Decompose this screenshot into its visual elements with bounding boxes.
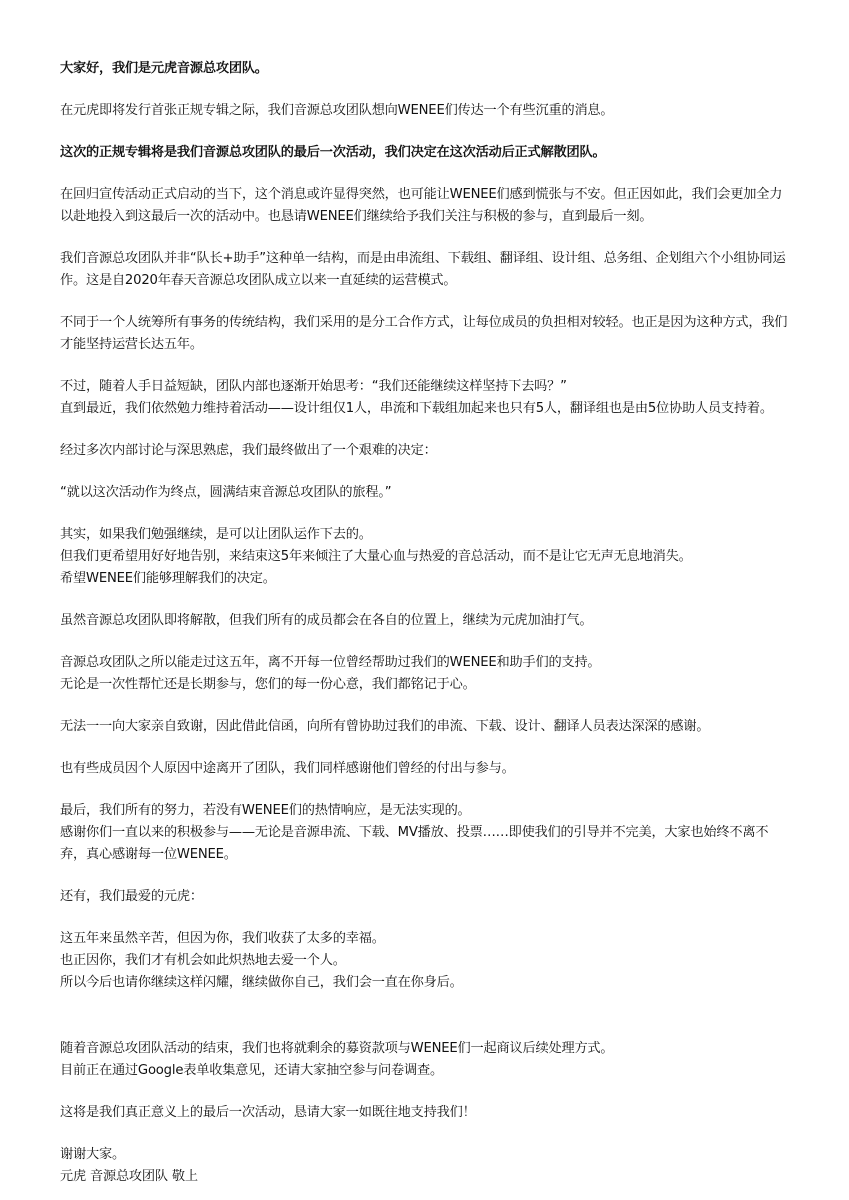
paragraph-disband-notice: 这次的正规专辑将是我们音源总攻团队的最后一次活动，我们决定在这次活动后正式解散团队。	[60, 145, 606, 160]
paragraph-thanks-former-members: 也有些成员因个人原因中途离开了团队，我们同样感谢他们曾经的付出与参与。	[60, 761, 515, 776]
paragraph-thanks-helpers	[60, 652, 789, 696]
farewell-reason-line-3: 希望WENEE们能够理解我们的决定。	[60, 571, 276, 586]
thanks-helpers-line-1: 音源总攻团队之所以能走过这五年，离不开每一位曾经帮助过我们的WENEE和助手们的支持。	[60, 655, 601, 670]
paragraph-decision-quote: “就以这次活动作为终点，圆满结束音源总攻团队的旅程。”	[60, 485, 392, 500]
staff-shortage-line-2: 直到最近，我们依然勉力维持着活动——设计组仅1人，串流和下载组加起来也只有5人，翻译组也是由5位协助人员支持着。	[60, 401, 773, 416]
paragraph-staff-shortage	[60, 376, 789, 420]
paragraph-final-request: 这将是我们真正意义上的最后一次活动，恳请大家一如既往地支持我们！	[60, 1105, 476, 1120]
paragraph-to-artist-intro: 还有，我们最爱的元虎：	[60, 889, 203, 904]
paragraph-thanks-wenee	[60, 800, 789, 866]
to-artist-line-2: 也正因你，我们才有机会如此炽热地去爱一个人。	[60, 953, 346, 968]
paragraph-farewell-reason	[60, 524, 789, 590]
paragraph-timing: 在回归宣传活动正式启动的当下，这个消息或许显得突然，也可能让WENEE们感到慌张与不安。但正因如此，我们会更加全力以赴地投入到这最后一次的活动中。也恳请WENEE们继续给予我们关注与积极的参与，直到最后一刻。	[60, 187, 783, 224]
to-artist-line-1: 这五年来虽然辛苦，但因为你，我们收获了太多的幸福。	[60, 931, 385, 946]
paragraph-decision-intro: 经过多次内部讨论与深思熟虑，我们最终做出了一个艰难的决定：	[60, 443, 437, 458]
funds-line-2: 目前正在通过Google表单收集意见，还请大家抽空参与问卷调查。	[60, 1063, 443, 1078]
to-artist-line-3: 所以今后也请你继续这样闪耀，继续做你自己，我们会一直在你身后。	[60, 975, 463, 990]
paragraph-continued-support: 虽然音源总攻团队即将解散，但我们所有的成员都会在各自的位置上，继续为元虎加油打气。	[60, 613, 593, 628]
farewell-reason-line-2: 但我们更希望用好好地告别，来结束这5年来倾注了大量心血与热爱的音总活动，而不是让它无声无息地消失。	[60, 549, 692, 564]
thanks-helpers-line-2: 无论是一次性帮忙还是长期参与，您们的每一份心意，我们都铭记于心。	[60, 677, 476, 692]
paragraph-announcement: 在元虎即将发行首张正规专辑之际，我们音源总攻团队想向WENEE们传达一个有些沉重的消息。	[60, 103, 614, 118]
staff-shortage-line-1: 不过，随着人手日益短缺，团队内部也逐渐开始思考：“我们还能继续这样坚持下去吗？”	[60, 379, 567, 394]
letter-body	[60, 58, 789, 1188]
thanks-wenee-line-2: 感谢你们一直以来的积极参与——无论是音源串流、下载、MV播放、投票……即使我们的引导并不完美，大家也始终不离不弃，真心感谢每一位WENEE。	[60, 825, 769, 862]
thanks-wenee-line-1: 最后，我们所有的努力，若没有WENEE们的热情响应，是无法实现的。	[60, 803, 471, 818]
signature: 元虎 音源总攻团队 敬上	[60, 1169, 198, 1184]
funds-line-1: 随着音源总攻团队活动的结束，我们也将就剩余的募资款项与WENEE们一起商议后续处理方式。	[60, 1041, 614, 1056]
section-spacer	[60, 1014, 789, 1038]
farewell-reason-line-1: 其实，如果我们勉强继续，是可以让团队运作下去的。	[60, 527, 372, 542]
paragraph-structure: 我们音源总攻团队并非“队长+助手”这种单一结构，而是由串流组、下载组、翻译组、设计组、总务组、企划组六个小组协同运作。这是自2020年春天音源总攻团队成立以来一直延续的运营模式。	[60, 251, 786, 288]
paragraph-to-artist	[60, 928, 789, 994]
greeting: 大家好，我们是元虎音源总攻团队。	[60, 61, 268, 76]
closing-line: 谢谢大家。	[60, 1147, 125, 1162]
paragraph-division-of-labor: 不同于一个人统筹所有事务的传统结构，我们采用的是分工合作方式，让每位成员的负担相对较轻。也正是因为这种方式，我们才能坚持运营长达五年。	[60, 315, 788, 352]
paragraph-funds	[60, 1038, 789, 1082]
paragraph-thanks-all: 无法一一向大家亲自致谢，因此借此信函，向所有曾协助过我们的串流、下载、设计、翻译人员表达深深的感谢。	[60, 719, 710, 734]
